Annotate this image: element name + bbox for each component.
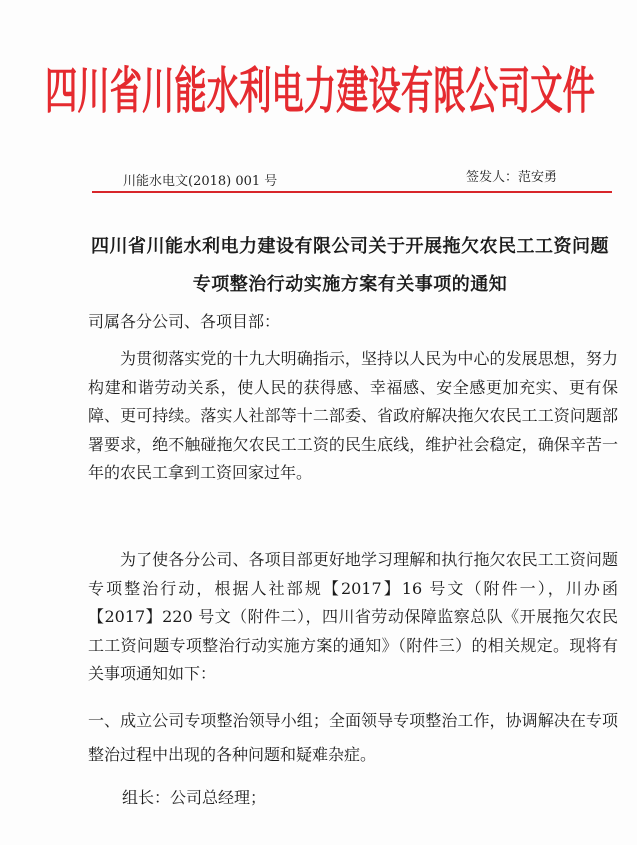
document-masthead (40, 52, 600, 126)
body-paragraph-2: 为了使各分公司、各项目部更好地学习理解和执行拖欠农民工工资问题专项整治行动，根据人社部规【2017】16 号文（附件一），川办函【2017】220 号文（附件二），四川省劳动保障监察总队《开展拖欠农民工工资问题专项整治行动实施方案的通知》（附件三）的相关规定。现将有关事项通知如下： (88, 550, 618, 683)
section-item-1: 一、成立公司专项整治领导小组；全面领导专项整治工作，协调解决在专项整治过程中出现的各种问题和疑难杂症。 (88, 711, 618, 764)
masthead-title-svg (40, 52, 600, 126)
notice-title-line-2: 专项整治行动实施方案有关事项的通知 (192, 274, 508, 295)
leader-line: 组长：公司总经理； (122, 788, 267, 807)
addressee-line: 司属各分公司、各项目部： (88, 312, 281, 331)
document-number: 川能水电文(2018) 001 号 (123, 174, 278, 189)
masthead-title: 四川省川能水利电力建设有限公司文件 (45, 62, 595, 120)
signer-line: 签发人：范安勇 (466, 170, 558, 185)
red-separator-rule (92, 191, 612, 193)
notice-title-line-1: 四川省川能水利电力建设有限公司关于开展拖欠农民工工资问题 (91, 236, 609, 257)
body-paragraph-1: 为贯彻落实党的十九大明确指示，坚持以人民为中心的发展思想，努力构建和谐劳动关系，使人民的获得感、幸福感、安全感更加充实、更有保障、更可持续。落实人社部等十二部委、省政府解决拖欠农民工工资问题部署要求，绝不触碰拖欠农民工工资的民生底线，维护社会稳定，确保辛苦一年的农民工拿到工资回家过年。 (88, 349, 618, 482)
